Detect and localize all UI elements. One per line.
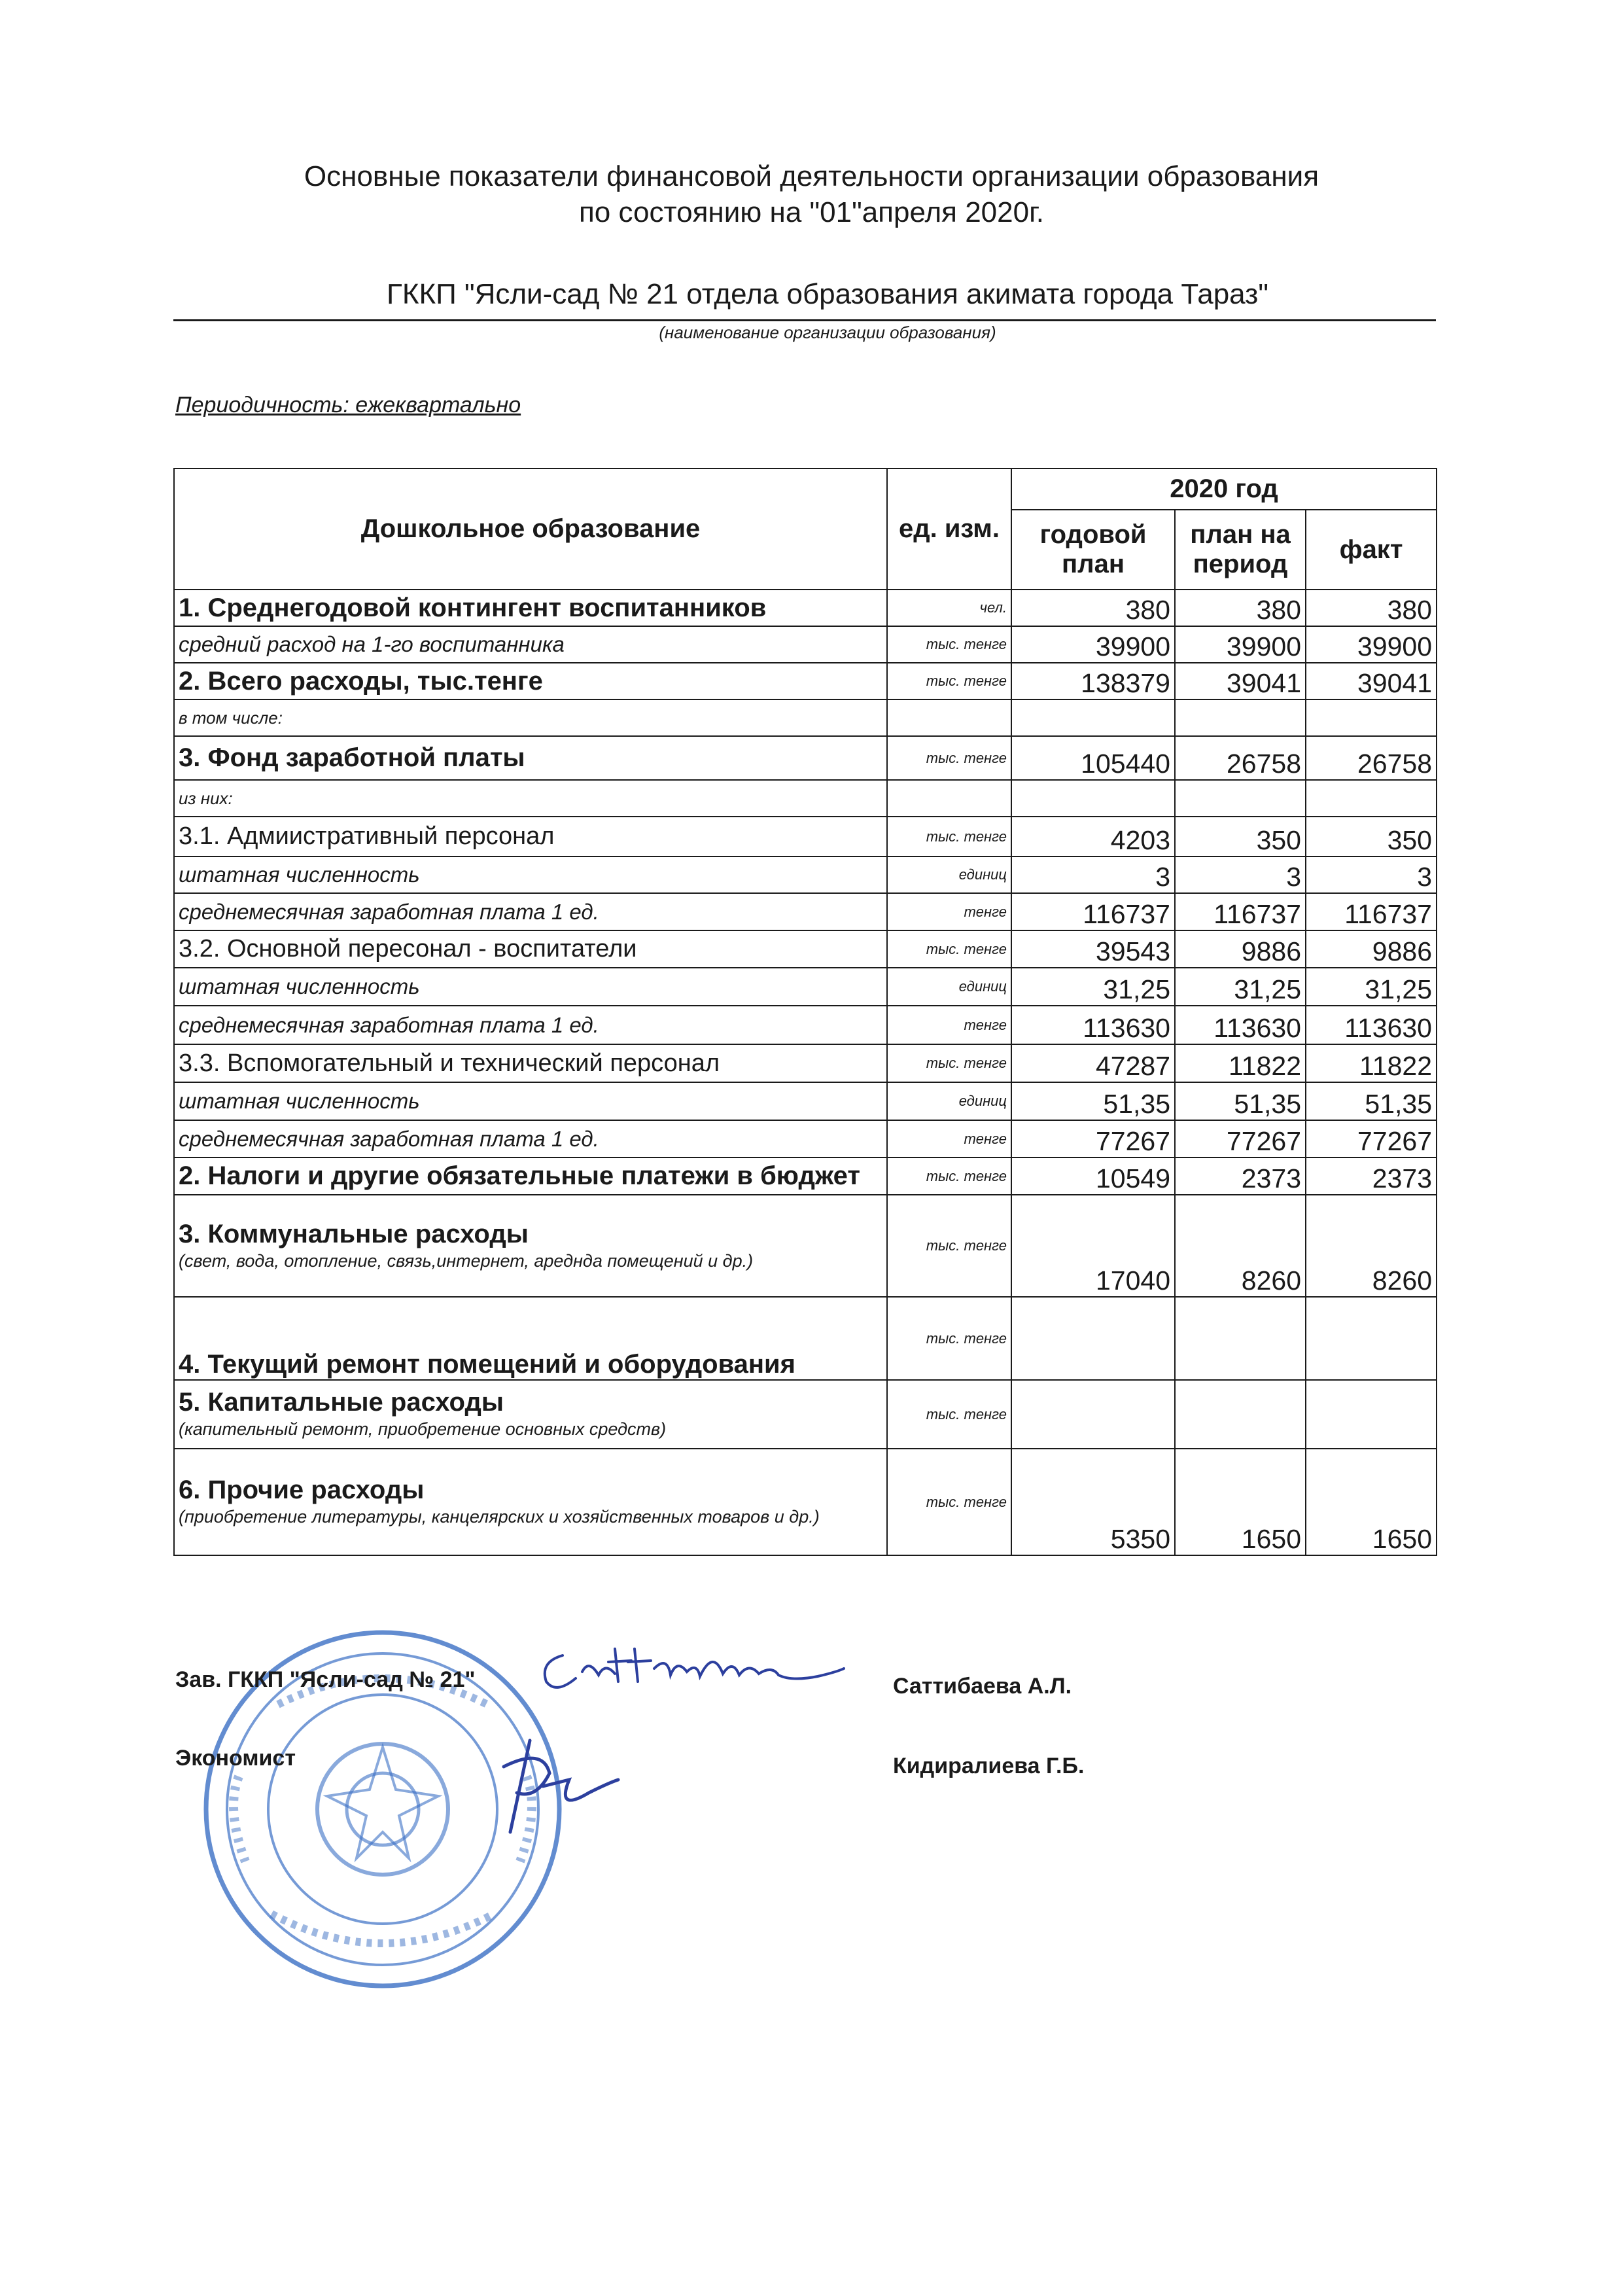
row-value-plan: 39900 xyxy=(1011,626,1175,663)
row-value-fact: 31,25 xyxy=(1306,968,1437,1006)
row-value-period: 39900 xyxy=(1175,626,1306,663)
row-value-plan: 3 xyxy=(1011,857,1175,893)
table-row xyxy=(174,736,1437,780)
header-section: Дошкольное образование xyxy=(174,468,887,590)
organization-name: ГККП "Ясли-сад № 21 отдела образования акимата города Тараз" xyxy=(387,278,1268,310)
row-value-fact: 39900 xyxy=(1306,626,1437,663)
row-value-plan: 77267 xyxy=(1011,1120,1175,1157)
row-label: 3. Фонд заработной платы xyxy=(174,736,887,780)
table-row xyxy=(174,1297,1437,1380)
row-value-plan: 47287 xyxy=(1011,1044,1175,1082)
row-value-period xyxy=(1175,1380,1306,1449)
row-value-fact: 77267 xyxy=(1306,1120,1437,1157)
table-row xyxy=(174,1380,1437,1449)
financial-indicators-table xyxy=(173,468,1437,1556)
table-row xyxy=(174,857,1437,893)
row-unit: чел. xyxy=(887,590,1011,626)
row-value-period: 350 xyxy=(1175,817,1306,857)
row-value-fact: 11822 xyxy=(1306,1044,1437,1082)
row-unit: тыс. тенге xyxy=(887,1380,1011,1449)
row-unit: тенге xyxy=(887,893,1011,930)
row-value-plan xyxy=(1011,699,1175,736)
row-label: 2. Налоги и другие обязательные платежи в бюджет xyxy=(174,1157,887,1195)
periodicity-note: Периодичность: ежеквартально xyxy=(175,393,521,417)
row-label: среднемесячная заработная плата 1 ед. xyxy=(174,1120,887,1157)
row-value-period: 77267 xyxy=(1175,1120,1306,1157)
row-unit xyxy=(887,780,1011,817)
row-value-period: 2373 xyxy=(1175,1157,1306,1195)
table-row xyxy=(174,699,1437,736)
row-value-fact: 51,35 xyxy=(1306,1082,1437,1120)
row-value-fact: 350 xyxy=(1306,817,1437,857)
row-value-plan: 17040 xyxy=(1011,1195,1175,1297)
row-value-period xyxy=(1175,780,1306,817)
table-row xyxy=(174,1195,1437,1297)
row-value-plan: 39543 xyxy=(1011,930,1175,968)
row-value-plan: 113630 xyxy=(1011,1006,1175,1044)
row-headline: 5. Капитальные расходы xyxy=(179,1388,504,1417)
header-period-plan: план на период xyxy=(1175,510,1306,590)
row-unit: единиц xyxy=(887,857,1011,893)
header-year: 2020 год xyxy=(1011,468,1437,510)
organization-underline xyxy=(173,319,1436,321)
header-annual-plan: годовой план xyxy=(1011,510,1175,590)
row-unit: тенге xyxy=(887,1120,1011,1157)
document-title-line1: Основные показатели финансовой деятельности организации образования xyxy=(304,160,1319,192)
row-value-period: 8260 xyxy=(1175,1195,1306,1297)
table-row xyxy=(174,930,1437,968)
row-label: из них: xyxy=(174,780,887,817)
document-title-line2: по состоянию на "01"апреля 2020г. xyxy=(578,196,1044,228)
row-label: среднемесячная заработная плата 1 ед. xyxy=(174,1006,887,1044)
row-value-period: 9886 xyxy=(1175,930,1306,968)
table-row xyxy=(174,893,1437,930)
row-label: 1. Среднегодовой контингент воспитанников xyxy=(174,590,887,626)
table-row xyxy=(174,817,1437,857)
row-value-period: 1650 xyxy=(1175,1449,1306,1555)
row-value-fact: 116737 xyxy=(1306,893,1437,930)
row-unit: тыс. тенге xyxy=(887,817,1011,857)
table-row xyxy=(174,626,1437,663)
row-unit: тыс. тенге xyxy=(887,1044,1011,1082)
row-value-period: 39041 xyxy=(1175,663,1306,699)
table-row xyxy=(174,1120,1437,1157)
row-headline: 3. Коммунальные расходы xyxy=(179,1219,529,1248)
row-value-fact xyxy=(1306,699,1437,736)
row-label xyxy=(174,1380,887,1449)
row-value-plan: 31,25 xyxy=(1011,968,1175,1006)
row-value-fact: 113630 xyxy=(1306,1006,1437,1044)
row-unit: тыс. тенге xyxy=(887,930,1011,968)
header-fact: факт xyxy=(1306,510,1437,590)
row-value-fact: 1650 xyxy=(1306,1449,1437,1555)
row-value-fact: 39041 xyxy=(1306,663,1437,699)
table-row xyxy=(174,1082,1437,1120)
row-headline: 6. Прочие расходы xyxy=(179,1475,425,1504)
table-row xyxy=(174,1157,1437,1195)
row-value-plan: 10549 xyxy=(1011,1157,1175,1195)
row-value-plan xyxy=(1011,1297,1175,1380)
row-value-fact: 26758 xyxy=(1306,736,1437,780)
row-value-period: 11822 xyxy=(1175,1044,1306,1082)
row-value-period: 31,25 xyxy=(1175,968,1306,1006)
row-value-fact: 3 xyxy=(1306,857,1437,893)
row-label: 4. Текущий ремонт помещений и оборудования xyxy=(174,1297,887,1380)
row-value-period: 51,35 xyxy=(1175,1082,1306,1120)
row-label: средний расход на 1-го воспитанника xyxy=(174,626,887,663)
row-label xyxy=(174,1449,887,1555)
table-row xyxy=(174,780,1437,817)
head-position-label: Зав. ГККП "Ясли-сад № 21" xyxy=(175,1667,476,1692)
row-unit: тыс. тенге xyxy=(887,736,1011,780)
row-value-plan xyxy=(1011,1380,1175,1449)
row-value-period xyxy=(1175,699,1306,736)
row-value-plan: 380 xyxy=(1011,590,1175,626)
row-value-fact: 2373 xyxy=(1306,1157,1437,1195)
row-subnote: (свет, вода, отопление, связь,интернет, аредндa помещений и др.) xyxy=(179,1250,754,1271)
row-value-period: 380 xyxy=(1175,590,1306,626)
row-subnote: (капительный ремонт, приобретение основных средств) xyxy=(179,1419,667,1439)
head-name: Саттибаева А.Л. xyxy=(893,1674,1072,1699)
table-row xyxy=(174,663,1437,699)
row-value-period: 113630 xyxy=(1175,1006,1306,1044)
row-value-fact xyxy=(1306,780,1437,817)
row-unit xyxy=(887,699,1011,736)
row-value-plan: 5350 xyxy=(1011,1449,1175,1555)
row-value-plan: 138379 xyxy=(1011,663,1175,699)
table-row xyxy=(174,590,1437,626)
row-subnote: (приобретение литературы, канцелярских и хозяйственных товаров и др.) xyxy=(179,1507,820,1527)
row-label: штатная численность xyxy=(174,968,887,1006)
table-header-row xyxy=(174,468,1437,510)
economist-name: Кидиралиева Г.Б. xyxy=(893,1754,1085,1778)
row-unit: тыс. тенге xyxy=(887,1297,1011,1380)
organization-caption: (наименование организации образования) xyxy=(659,323,996,342)
table-row xyxy=(174,1044,1437,1082)
row-value-fact xyxy=(1306,1380,1437,1449)
row-value-fact: 380 xyxy=(1306,590,1437,626)
row-value-plan: 105440 xyxy=(1011,736,1175,780)
row-label: 3.2. Основной пересонал - воспитатели xyxy=(174,930,887,968)
row-value-plan xyxy=(1011,780,1175,817)
row-unit: тыс. тенге xyxy=(887,626,1011,663)
head-signature xyxy=(536,1636,850,1708)
row-value-period: 3 xyxy=(1175,857,1306,893)
row-label: штатная численность xyxy=(174,1082,887,1120)
row-unit: тыс. тенге xyxy=(887,1157,1011,1195)
row-unit: единиц xyxy=(887,1082,1011,1120)
row-value-plan: 116737 xyxy=(1011,893,1175,930)
row-label xyxy=(174,1195,887,1297)
row-label: штатная численность xyxy=(174,857,887,893)
row-value-fact xyxy=(1306,1297,1437,1380)
table-row xyxy=(174,1006,1437,1044)
table-row xyxy=(174,1449,1437,1555)
economist-position-label: Экономист xyxy=(175,1746,296,1771)
table-row xyxy=(174,968,1437,1006)
row-unit: тенге xyxy=(887,1006,1011,1044)
row-label: 2. Всего расходы, тыс.тенге xyxy=(174,663,887,699)
row-value-period: 26758 xyxy=(1175,736,1306,780)
row-value-period xyxy=(1175,1297,1306,1380)
row-label: среднемесячная заработная плата 1 ед. xyxy=(174,893,887,930)
economist-signature xyxy=(478,1727,621,1845)
row-value-fact: 9886 xyxy=(1306,930,1437,968)
row-label: в том числе: xyxy=(174,699,887,736)
row-label: 3.3. Вспомогательный и технический персонал xyxy=(174,1044,887,1082)
row-unit: единиц xyxy=(887,968,1011,1006)
row-unit: тыс. тенге xyxy=(887,663,1011,699)
row-unit: тыс. тенге xyxy=(887,1195,1011,1297)
row-value-period: 116737 xyxy=(1175,893,1306,930)
row-unit: тыс. тенге xyxy=(887,1449,1011,1555)
header-unit: ед. изм. xyxy=(887,468,1011,590)
row-value-fact: 8260 xyxy=(1306,1195,1437,1297)
row-label: 3.1. Адмиистративный персонал xyxy=(174,817,887,857)
row-value-plan: 51,35 xyxy=(1011,1082,1175,1120)
row-value-plan: 4203 xyxy=(1011,817,1175,857)
